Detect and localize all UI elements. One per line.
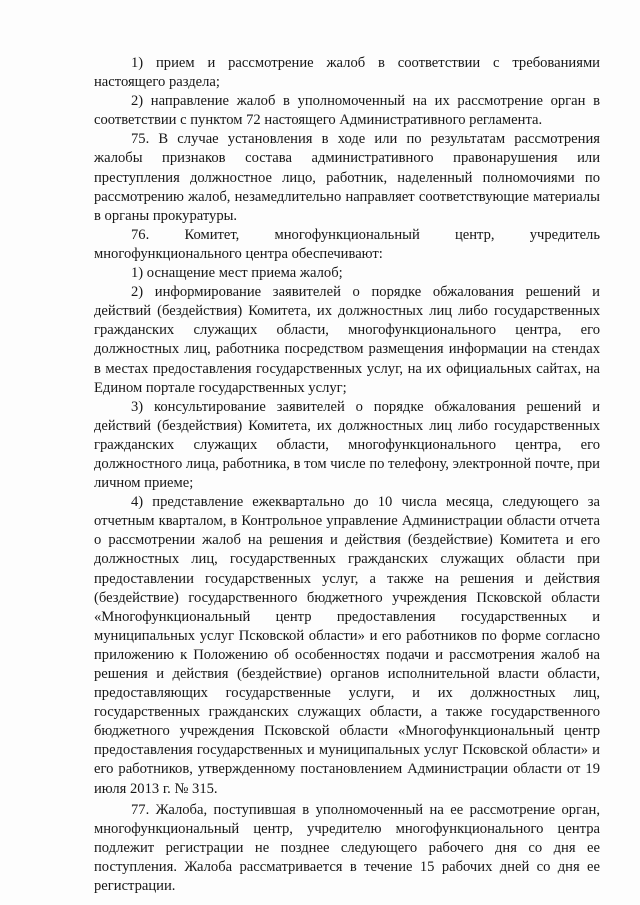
paragraph-76: 76. Комитет, многофункциональный центр, учредитель многофункционального центра обеспечивают: [94,226,600,262]
paragraph-item-1: 1) прием и рассмотрение жалоб в соответствии с требованиями настоящего раздела; [94,55,600,91]
paragraph-75: 75. В случае установления в ходе или по результатам рассмотрения жалобы признаков состава административного правонарушения или преступления должностное лицо, работник, наделенный полномочиями по рассмотрению жалоб, незамедлительно направляет соответствующие материалы в органы прокуратуры. [94,131,600,224]
paragraph-76-item-1: 1) оснащение мест приема жалоб; [131,265,343,282]
paragraph-76-item-4: 4) представление ежеквартально до 10 числа месяца, следующего за отчетным кварталом, в Контрольное управление Администрации области отчета о рассмотрении жалоб на решения и действия (бездействие) Комитета и его должностных лиц, государственных гражданских служащих области при предоставлении государственных услуг, а также на решения и действия (бездействие) государственного бюджетного учреждения Псковской области «Многофункциональный центр предоставления государственных и муниципальных услуг Псковской области» и его работников по форме согласно приложению к Положению об особенностях подачи и рассмотрения жалоб на решения и действия (бездействие) органов исполнительной власти области, предоставляющих государственные услуги, и их должностных лиц, государственных гражданских служащих области, а также государственного бюджетного учреждения Псковской области «Многофункциональный центр предоставления государственных и муниципальных услуг Псковской области» и его работников, утвержденному постановлением Администрации области от 19 июля 2013 г. № 315. [94,494,600,797]
paragraph-76-item-2: 2) информирование заявителей о порядке обжалования решений и действий (бездействия) Комитета, их должностных лиц либо государственных гражданских служащих области, многофункционального центра, его должностных лиц, работника посредством размещения информации на стендах в местах предоставления государственных услуг, на их официальных сайтах, на Едином портале государственных услуг; [94,284,600,396]
paragraph-item-2: 2) направление жалоб в уполномоченный на их рассмотрение орган в соответствии с пунктом 72 настоящего Административного регламента. [94,93,600,129]
paragraph-76-item-3: 3) консультирование заявителей о порядке обжалования решений и действий (бездействия) Комитета, их должностных лиц либо государственных гражданских служащих области, многофункционального центра, его должностного лица, работника, в том числе по телефону, электронной почте, при личном приеме; [94,398,600,492]
document-body [94,54,600,896]
paragraph-77: 77. Жалоба, поступившая в уполномоченный на ее рассмотрение орган, многофункциональный центр, учредителю многофункционального центра подлежит регистрации не позднее следующего рабочего дня со дня ее поступления. Жалоба рассматривается в течение 15 рабочих дней со дня ее регистрации. [94,801,600,895]
